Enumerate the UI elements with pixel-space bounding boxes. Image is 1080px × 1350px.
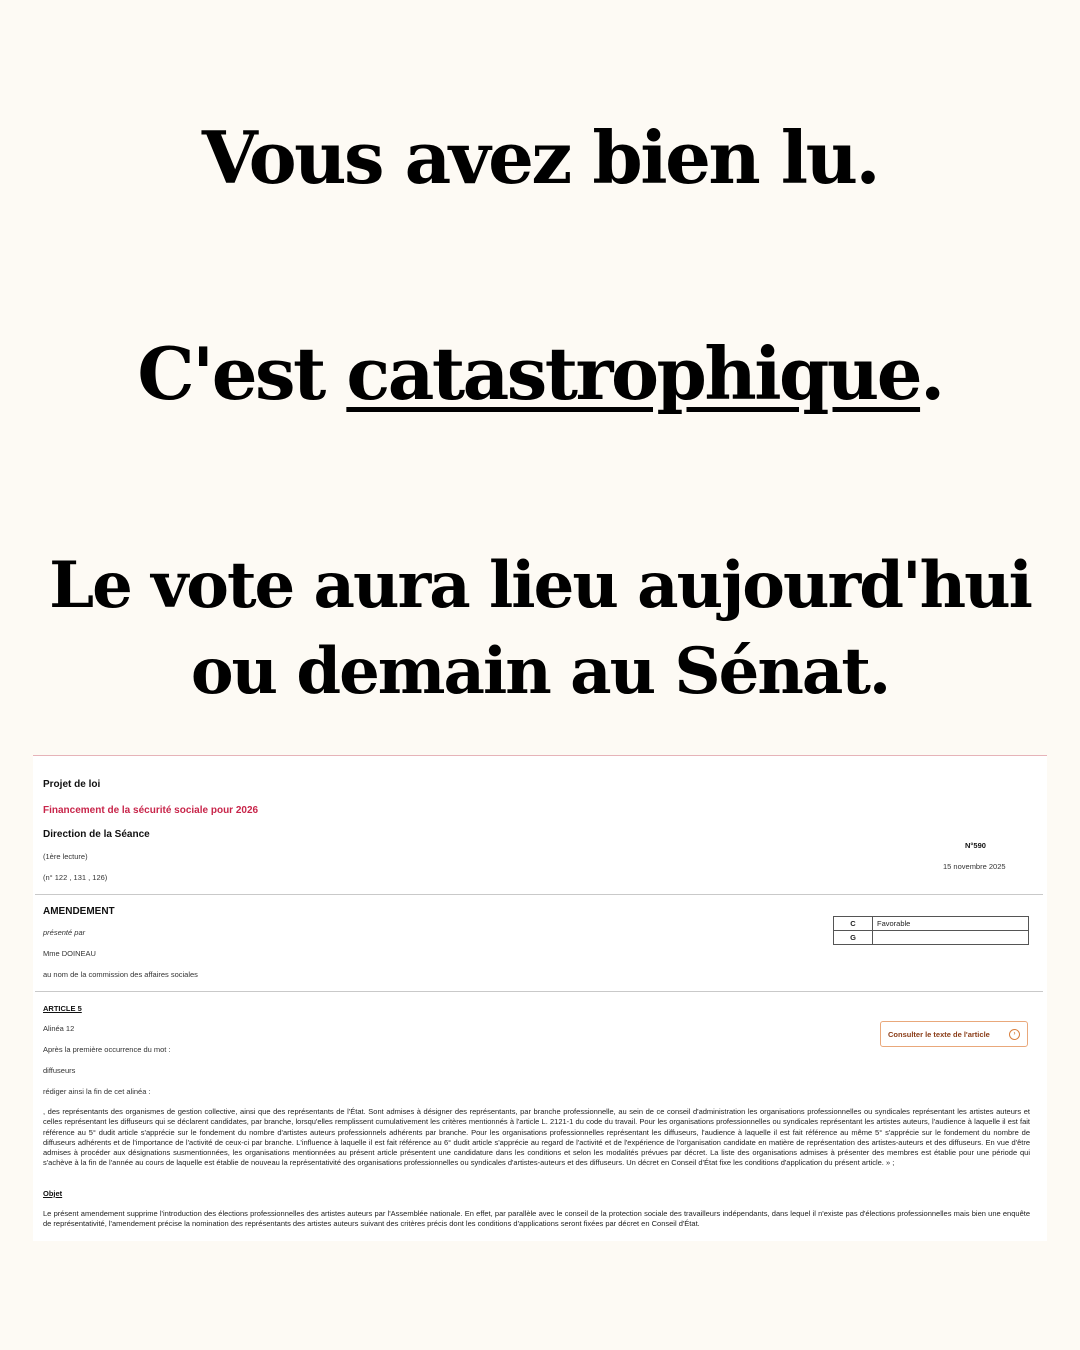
status-row [834, 931, 1029, 945]
status-table [833, 916, 1029, 945]
arrow-circle-icon: › [1009, 1029, 1020, 1040]
headline-line-2 [0, 326, 1080, 422]
rediger-label: rédiger ainsi la fin de cet alinéa : [43, 1087, 151, 1096]
doc-type-label: Projet de loi [43, 779, 101, 790]
alinea-label: Alinéa 12 [43, 1024, 75, 1033]
status-value [873, 931, 1029, 945]
headline-line-3 [0, 543, 1080, 715]
word-label: diffuseurs [43, 1066, 76, 1075]
amendment-label: AMENDEMENT [43, 906, 115, 917]
consult-button-label: Consulter le texte de l'article [888, 1029, 990, 1039]
status-row [834, 917, 1029, 931]
objet-heading: Objet [43, 1189, 63, 1198]
reading-label: (1ère lecture) [43, 852, 88, 861]
on-behalf-label: au nom de la commission des affaires sociales [43, 970, 198, 979]
headline-line-2-prefix: C'est [137, 331, 347, 416]
headline-emphasis: catastrophique [346, 331, 921, 416]
headline-line-3b: ou demain au Sénat. [190, 634, 890, 709]
status-key: G [834, 931, 873, 945]
divider [35, 894, 1043, 895]
consult-article-button[interactable] [880, 1021, 1028, 1047]
headline-line-3a: Le vote aura lieu aujourd'hui [49, 548, 1031, 623]
apres-label: Après la première occurrence du mot : [43, 1045, 171, 1054]
status-key: C [834, 917, 873, 931]
presented-by-label: présenté par [43, 928, 86, 937]
divider [35, 991, 1043, 992]
author-name: Mme DOINEAU [43, 949, 96, 958]
objet-text: Le présent amendement supprime l'introduction des élections professionnelles des artistes auteurs par l'Assemblée nationale. En effet, par parallèle avec le conseil de la protection sociale des travailleurs indépendants, dans lequel il n'existe pas d'élections professionnelles mais bien une enquête de représentativité, l'amendement précise la nomination des représentants des artistes auteurs suivant des critères précis dont les conditions d'applications seront fixées par décret en Conseil d'État. [43, 1209, 1030, 1229]
amendment-document [33, 755, 1047, 1241]
article-heading: ARTICLE 5 [43, 1004, 82, 1013]
amendment-date: 15 novembre 2025 [943, 862, 1006, 871]
headline-line-2-suffix: . [920, 331, 943, 416]
direction-label: Direction de la Séance [43, 829, 150, 840]
status-value: Favorable [873, 917, 1029, 931]
refs-label: (n° 122 , 131 , 126) [43, 873, 108, 882]
amendment-number: N°590 [965, 841, 986, 850]
headline-line-1: Vous avez bien lu. [201, 115, 879, 200]
bill-title-link[interactable]: Financement de la sécurité sociale pour 2026 [43, 805, 259, 816]
amendment-body-text: , des représentants des organismes de gestion collective, ainsi que des représentants de l'État. Sont admises à désigner des représentants, par branche professionnelle, au sein de ce conseil d'administration les organisations professionnelles ou syndicales représentant les artistes auteurs et celles représentant les diffuseurs qui se déclarent candidates, par branche, lorsqu'elles remplissent cumulativement les critères mentionnés à l'article L. 2121-1 du code du travail. Pour les organisations professionnelles ou syndicales représentant les artistes auteurs, l'audience à laquelle il est fait référence au 5° dudit article s'apprécie sur le fondement du nombre d'artistes auteurs professionnels adhérents par branche. Pour les organisations professionnelles représentant les diffuseurs, l'audience à laquelle il est fait référence au même 5° s'apprécie sur le fondement du nombre de diffuseurs adhérents et de l'importance de l'activité de ceux-ci par branche. L'influence à laquelle il est fait référence au 6° dudit article s'apprécie au regard de l'activité et de l'expérience de l'organisation candidate en matière de représentation des artistes-auteurs et des diffuseurs. En vue d'être admises à procéder aux désignations susmentionnées, les organisations mentionnées au présent article présentent une candidature dans les conditions et selon les modalités prévues par décret. La liste des organisations admises à présenter des membres est établie pour une période qui s'achève à la fin de l'année au cours de laquelle est établie de nouveau la représentativité des organisations professionnelles ou syndicales d'artistes-auteurs et des diffuseurs. Un décret en Conseil d'État fixe les conditions d'application du présent article. » ; [43, 1107, 1030, 1168]
